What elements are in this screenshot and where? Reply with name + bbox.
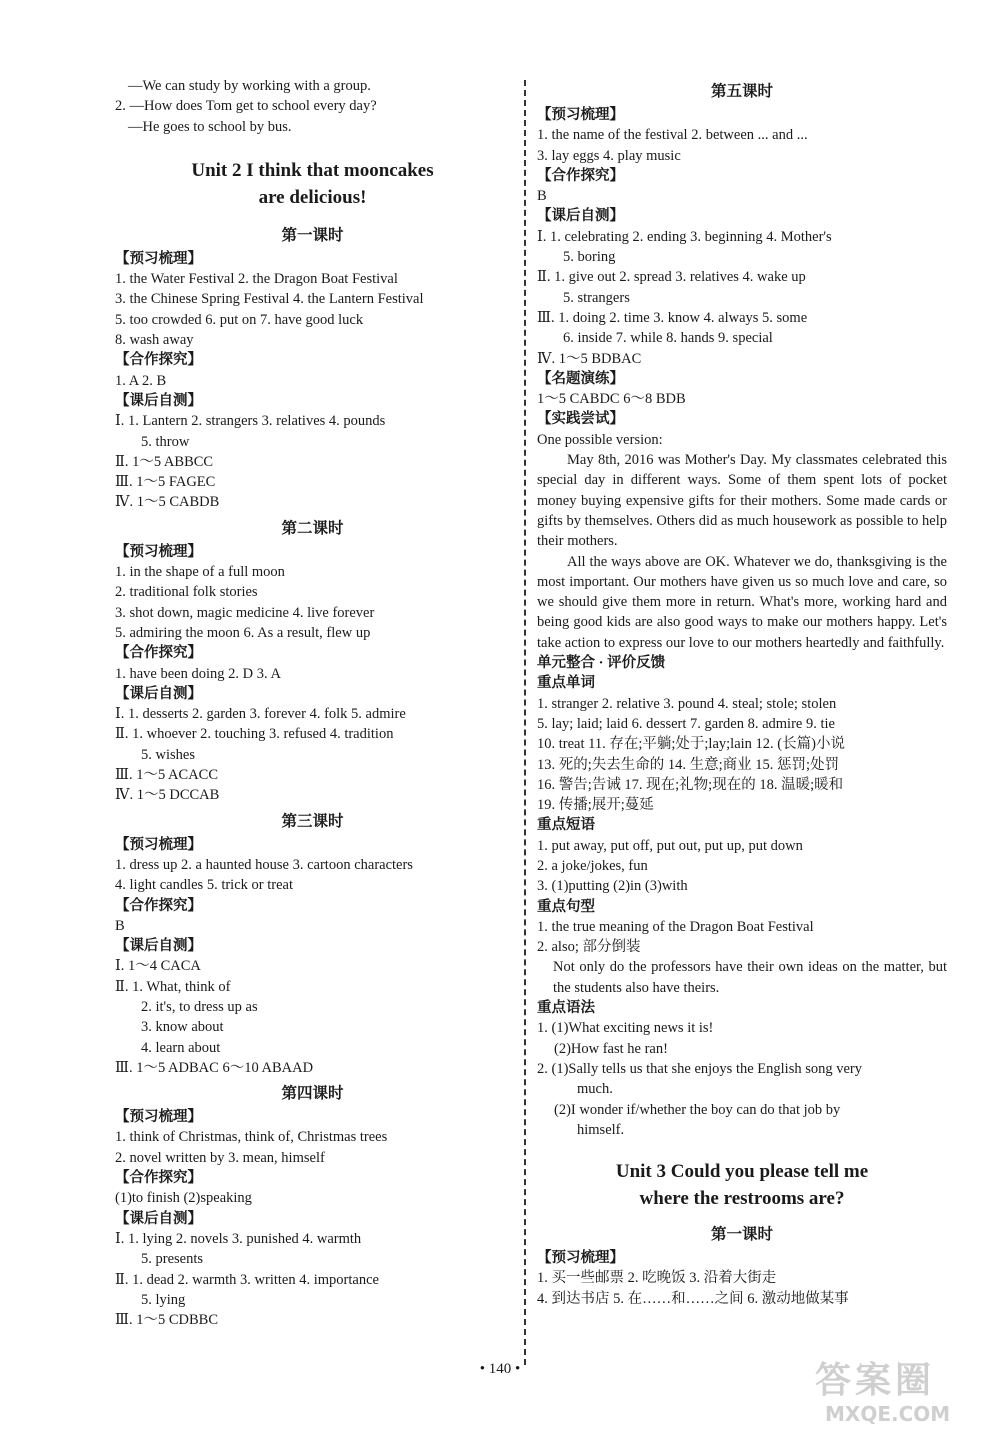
lesson-title: 第四课时 — [281, 1085, 344, 1103]
text-line: 4. light candles 5. trick or treat — [115, 877, 293, 894]
section-heading: 【合作探究】 — [115, 645, 202, 662]
text-line: 4. 到达书店 5. 在……和……之间 6. 激动地做某事 — [537, 1290, 849, 1307]
unit-title-line: where the restrooms are? — [639, 1188, 845, 1210]
text-line: (2)How fast he ran! — [554, 1040, 668, 1057]
text-line: —He goes to school by bus. — [128, 118, 292, 135]
page-number: • 140 • — [479, 1361, 521, 1377]
text-line: Ⅰ. 1～4 CACA — [115, 958, 201, 975]
text-line: Ⅰ. 1. Lantern 2. strangers 3. relatives 4. pounds — [115, 413, 386, 430]
text-line: 4. learn about — [141, 1039, 221, 1056]
text-line: 5. admiring the moon 6. As a result, flew up — [115, 624, 371, 641]
lesson-title: 第一课时 — [281, 226, 344, 244]
lesson-title: 第二课时 — [281, 519, 344, 537]
text-line: 6. inside 7. while 8. hands 9. special — [563, 330, 773, 347]
section-heading: 【课后自测】 — [115, 392, 202, 409]
section-heading: 【预习梳理】 — [115, 543, 202, 560]
section-heading: 【预习梳理】 — [537, 1250, 624, 1267]
text-line: 3. (1)putting (2)in (3)with — [537, 878, 688, 895]
unit-3-title — [537, 1158, 947, 1212]
text-line: 1. have been doing 2. D 3. A — [115, 665, 281, 682]
text-line: 1. 买一些邮票 2. 吃晚饭 3. 沿着大街走 — [537, 1270, 777, 1287]
lesson-title: 第三课时 — [281, 812, 344, 830]
text-line: (1)to finish (2)speaking — [115, 1190, 252, 1207]
text-line: 5. lying — [141, 1291, 186, 1308]
essay-paragraph: All the ways above are OK. Whatever we do, thanksgiving is the most important. Our mothers have given us so much love and care, so we should give them more in return. What's more, working hard and being good kids are also good ways to make our mothers happy. Let's take action to express our love to our mothers heartedly and faithfully. — [537, 553, 947, 651]
text-line: 5. boring — [563, 249, 616, 266]
section-heading: 重点单词 — [537, 675, 595, 692]
text-line: 5. wishes — [141, 746, 195, 763]
text-line: 1. think of Christmas, think of, Christmas trees — [115, 1129, 388, 1146]
section-heading: 【名题演练】 — [537, 370, 624, 387]
text-line: 19. 传播;展开;蔓延 — [537, 797, 654, 814]
section-heading: 重点语法 — [537, 1000, 595, 1017]
text-line: 1. stranger 2. relative 3. pound 4. steal; stole; stolen — [537, 695, 837, 712]
text-line: 3. the Chinese Spring Festival 4. the Lantern Festival — [115, 291, 424, 308]
text-line: Ⅲ. 1～5 CDBBC — [115, 1312, 219, 1329]
text-line: Ⅲ. 1～5 ACACC — [115, 767, 219, 784]
text-line: 2. —How does Tom get to school every day? — [115, 98, 377, 115]
text-line: 2. also; 部分倒装 — [537, 939, 641, 956]
text-line: 1. the name of the festival 2. between ... and ... — [537, 127, 808, 144]
text-line: 2. (1)Sally tells us that she enjoys the English song very — [537, 1060, 863, 1077]
section-heading: 【课后自测】 — [115, 1210, 202, 1227]
text-line: —We can study by working with a group. — [128, 78, 371, 94]
watermark-url: MXQE.COM — [825, 1402, 951, 1426]
text-line: himself. — [577, 1121, 625, 1138]
text-line: (2)I wonder if/whether the boy can do that job by — [554, 1101, 841, 1118]
text-line: Ⅲ. 1. doing 2. time 3. know 4. always 5. some — [537, 309, 808, 326]
text-line: 2. novel written by 3. mean, himself — [115, 1149, 325, 1166]
text-line: 13. 死的;失去生命的 14. 生意;商业 15. 惩罚;处罚 — [537, 756, 840, 773]
text-line: B — [115, 917, 125, 934]
section-heading: 【课后自测】 — [115, 685, 202, 702]
text-line: 1. A 2. B — [115, 372, 167, 389]
text-line: Ⅳ. 1～5 CABDB — [115, 494, 220, 511]
section-heading: 【合作探究】 — [115, 1170, 202, 1187]
unit-title-line: Unit 2 I think that mooncakes — [191, 159, 434, 181]
text-line: Ⅱ. 1. whoever 2. touching 3. refused 4. tradition — [115, 726, 394, 743]
text-line: 5. strangers — [563, 289, 630, 306]
text-line: Ⅳ. 1～5 BDBAC — [537, 350, 642, 367]
text-line: Ⅰ. 1. lying 2. novels 3. punished 4. warmth — [115, 1230, 362, 1247]
text-line: 3. know about — [141, 1019, 224, 1036]
text-line: Ⅰ. 1. celebrating 2. ending 3. beginning 4. Mother's — [537, 228, 832, 245]
text-line: 2. a joke/jokes, fun — [537, 857, 648, 874]
text-line: Not only do the professors have their own ideas on the matter, but the students also have theirs. — [553, 959, 947, 996]
text-line: Ⅱ. 1. What, think of — [115, 978, 231, 995]
section-heading: 【预习梳理】 — [115, 836, 202, 853]
section-heading: 【合作探究】 — [115, 352, 202, 369]
lesson-title: 第五课时 — [710, 83, 773, 100]
text-line: 16. 警告;告诫 17. 现在;礼物;现在的 18. 温暖;暖和 — [537, 776, 844, 793]
lesson-title: 第一课时 — [710, 1226, 773, 1244]
text-line: One possible version: — [537, 431, 663, 448]
section-heading: 【课后自测】 — [537, 208, 624, 225]
text-line: Ⅲ. 1～5 FAGEC — [115, 474, 216, 491]
text-line: 2. it's, to dress up as — [141, 998, 258, 1015]
section-heading: 重点句型 — [537, 898, 595, 915]
text-line: 1. the true meaning of the Dragon Boat Festival — [537, 918, 814, 935]
text-line: 1. dress up 2. a haunted house 3. cartoon characters — [115, 856, 413, 873]
text-line: 1. put away, put off, put out, put up, put down — [537, 837, 803, 854]
text-line: 1. the Water Festival 2. the Dragon Boat Festival — [115, 271, 398, 288]
unit-title-line: are delicious! — [258, 186, 367, 208]
text-line: 5. throw — [141, 433, 190, 450]
text-line: 3. shot down, magic medicine 4. live forever — [115, 604, 375, 621]
essay-paragraph: May 8th, 2016 was Mother's Day. My classmates celebrated this special day in different ways. Some of them spent lots of pocket money buying expensive gifts for their mothers. Some made cards or gifts by themselves. Others did as much housework as possible to help their mothers. — [537, 452, 947, 550]
text-line: B — [537, 188, 547, 205]
text-line: 5. presents — [141, 1251, 204, 1268]
watermark-logo — [815, 1360, 993, 1436]
section-heading: 【合作探究】 — [537, 167, 624, 184]
text-line: Ⅳ. 1～5 DCCAB — [115, 787, 220, 804]
right-column — [537, 76, 947, 1309]
column-divider — [524, 80, 526, 1365]
watermark-text: 答案圈 — [815, 1360, 936, 1401]
left-column — [115, 76, 510, 1330]
text-line: Ⅱ. 1. dead 2. warmth 3. written 4. importance — [115, 1271, 379, 1288]
text-line: 1. (1)What exciting news it is! — [537, 1020, 714, 1037]
text-line: much. — [577, 1081, 613, 1098]
text-line: 5. too crowded 6. put on 7. have good luck — [115, 311, 364, 328]
text-line: Ⅲ. 1～5 ADBAC 6～10 ABAAD — [115, 1059, 314, 1076]
text-line: 5. lay; laid; laid 6. dessert 7. garden 8. admire 9. tie — [537, 715, 835, 732]
section-heading: 【实践尝试】 — [537, 411, 624, 428]
text-line: 1～5 CABDC 6～8 BDB — [537, 391, 686, 408]
section-heading: 【预习梳理】 — [115, 1109, 202, 1126]
unit-title-line: Unit 3 Could you please tell me — [615, 1161, 869, 1183]
text-line: 2. traditional folk stories — [115, 584, 258, 601]
text-line: Ⅱ. 1～5 ABBCC — [115, 453, 214, 470]
text-line: Ⅱ. 1. give out 2. spread 3. relatives 4. wake up — [537, 269, 806, 286]
review-title: 单元整合 · 评价反馈 — [537, 655, 666, 672]
section-heading: 【预习梳理】 — [115, 250, 202, 267]
text-line: 8. wash away — [115, 332, 194, 349]
text-line: 3. lay eggs 4. play music — [537, 147, 681, 164]
text-line: Ⅰ. 1. desserts 2. garden 3. forever 4. folk 5. admire — [115, 706, 406, 723]
text-line: 1. in the shape of a full moon — [115, 564, 285, 581]
section-heading: 【预习梳理】 — [537, 107, 624, 123]
section-heading: 【合作探究】 — [115, 897, 202, 914]
section-heading: 重点短语 — [537, 817, 595, 834]
unit-2-title — [115, 157, 510, 211]
text-line: 10. treat 11. 存在;平躺;处于;lay;lain 12. (长篇)小说 — [537, 736, 845, 753]
section-heading: 【课后自测】 — [115, 938, 202, 955]
